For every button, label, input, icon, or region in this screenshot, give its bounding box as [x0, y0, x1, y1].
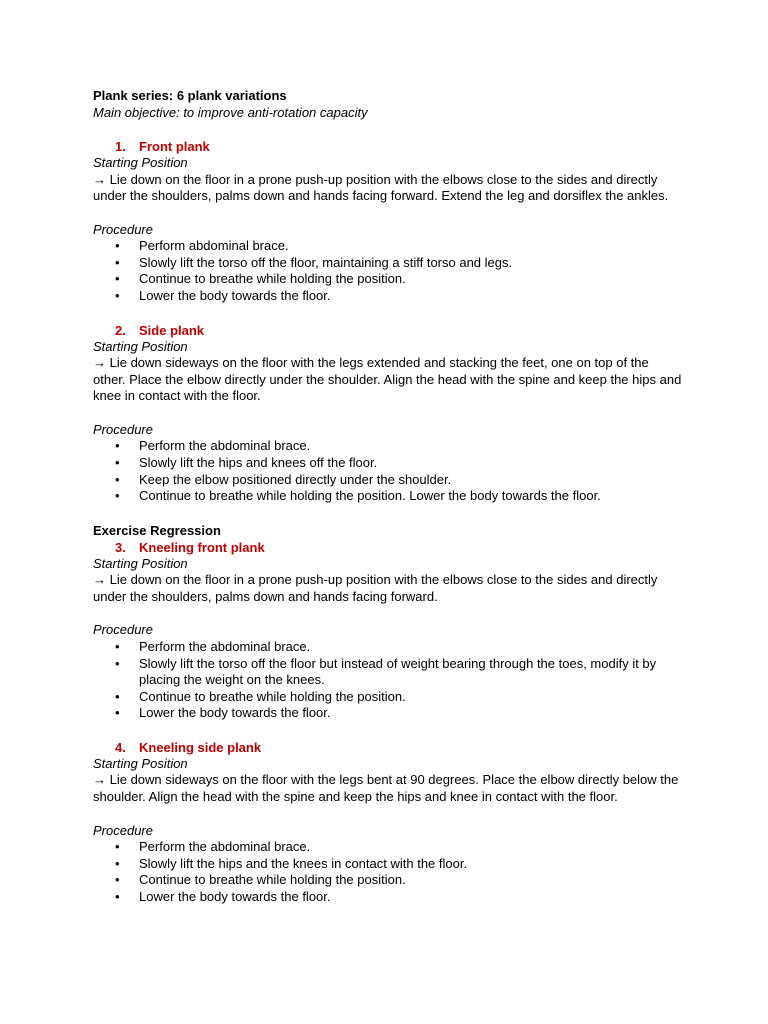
- step-text: Perform the abdominal brace.: [139, 438, 311, 454]
- list-item: [93, 255, 683, 272]
- starting-position-label: Starting Position: [93, 755, 188, 771]
- list-item: [93, 238, 683, 255]
- procedure-list: [93, 839, 683, 905]
- list-item: [93, 872, 683, 889]
- step-text: Continue to breathe while holding the position.: [139, 688, 406, 704]
- list-item: [93, 288, 683, 305]
- bullet-icon: •: [115, 471, 120, 487]
- bullet-icon: •: [115, 271, 120, 287]
- starting-position-text: → Lie down sideways on the floor with the legs bent at 90 degrees. Place the elbow directly below the shoulder. Align the head with the spine and keep the hips and knee in contact with the floor.: [93, 772, 679, 804]
- spacer: [93, 405, 683, 422]
- section-kneeling-front-plank: [93, 539, 683, 722]
- section-heading: [93, 138, 683, 155]
- step-text: Slowly lift the hips and knees off the floor.: [139, 454, 378, 470]
- section-kneeling-side-plank: [93, 739, 683, 906]
- bullet-icon: •: [115, 287, 120, 303]
- step-text: Continue to breathe while holding the position. Lower the body towards the floor.: [139, 488, 601, 504]
- procedure-label: Procedure: [93, 421, 153, 437]
- list-item: [93, 856, 683, 873]
- section-number: 2.: [115, 322, 126, 338]
- list-item: [93, 639, 683, 656]
- section-name: Kneeling side plank: [139, 739, 262, 755]
- section-side-plank: [93, 322, 683, 505]
- list-item: [93, 839, 683, 856]
- list-item: [93, 889, 683, 906]
- list-item: [93, 705, 683, 722]
- section-heading: [93, 739, 683, 756]
- starting-position-label: Starting Position: [93, 555, 188, 571]
- starting-position-text: → Lie down on the floor in a prone push-up position with the elbows close to the sides and directly under the shoulders, palms down and hands facing forward. Extend the leg and dorsiflex the ankles.: [93, 171, 669, 204]
- list-item: [93, 656, 683, 689]
- step-text: Slowly lift the torso off the floor, maintaining a stiff torso and legs.: [139, 254, 513, 270]
- bullet-icon: •: [115, 705, 120, 721]
- procedure-list: [93, 238, 683, 304]
- list-item: [93, 438, 683, 455]
- bullet-icon: •: [115, 454, 120, 470]
- procedure-label: Procedure: [93, 622, 153, 638]
- starting-position-text: → Lie down on the floor in a prone push-up position with the elbows close to the sides and directly under the shoulders, palms down and hands facing forward.: [93, 572, 658, 604]
- bullet-icon: •: [115, 655, 120, 671]
- step-text: Lower the body towards the floor.: [139, 888, 331, 904]
- list-item: [93, 488, 683, 505]
- spacer: [93, 722, 683, 739]
- section-number: 4.: [115, 739, 126, 755]
- spacer: [93, 505, 683, 522]
- spacer: [93, 305, 683, 322]
- bullet-icon: •: [115, 238, 120, 254]
- document-title: Plank series: 6 plank variations: [93, 88, 287, 103]
- main-objective: Main objective: to improve anti-rotation capacity: [93, 105, 368, 120]
- bullet-icon: •: [115, 839, 120, 855]
- bullet-icon: •: [115, 888, 120, 904]
- section-name: Kneeling front plank: [139, 539, 265, 555]
- bullet-icon: •: [115, 872, 120, 888]
- step-text: Slowly lift the hips and the knees in contact with the floor.: [139, 855, 468, 871]
- section-front-plank: [93, 138, 683, 305]
- step-text: Slowly lift the torso off the floor but instead of weight bearing through the toes, modify it by placing the weight on the knees.: [139, 655, 657, 688]
- step-text: Keep the elbow positioned directly under the shoulder.: [139, 471, 452, 487]
- procedure-list: [93, 639, 683, 722]
- section-heading: [93, 322, 683, 339]
- spacer: [93, 806, 683, 823]
- bullet-icon: •: [115, 254, 120, 270]
- spacer: [93, 121, 683, 138]
- starting-position-label: Starting Position: [93, 338, 188, 354]
- exercise-regression-heading: Exercise Regression: [93, 522, 221, 538]
- bullet-icon: •: [115, 438, 120, 454]
- spacer: [93, 205, 683, 222]
- section-name: Side plank: [139, 322, 205, 338]
- procedure-label: Procedure: [93, 221, 153, 237]
- bullet-icon: •: [115, 638, 120, 654]
- starting-position-text: → Lie down sideways on the floor with the legs extended and stacking the feet, one on top of the other. Place the elbow directly under the shoulder. Align the head with the spine and keep the hips and knee in contact with the floor.: [93, 355, 682, 404]
- step-text: Perform the abdominal brace.: [139, 839, 311, 855]
- step-text: Continue to breathe while holding the position.: [139, 271, 406, 287]
- list-item: [93, 271, 683, 288]
- section-name: Front plank: [139, 139, 210, 154]
- starting-position-label: Starting Position: [93, 155, 188, 170]
- step-text: Perform the abdominal brace.: [139, 638, 311, 654]
- procedure-list: [93, 438, 683, 504]
- step-text: Lower the body towards the floor.: [139, 705, 331, 721]
- list-item: [93, 689, 683, 706]
- spacer: [93, 605, 683, 622]
- bullet-icon: •: [115, 688, 120, 704]
- list-item: [93, 472, 683, 489]
- procedure-label: Procedure: [93, 822, 153, 838]
- step-text: Lower the body towards the floor.: [139, 287, 331, 303]
- step-text: Continue to breathe while holding the position.: [139, 872, 406, 888]
- section-number: 1.: [115, 139, 126, 154]
- list-item: [93, 455, 683, 472]
- bullet-icon: •: [115, 855, 120, 871]
- section-heading: [93, 539, 683, 556]
- step-text: Perform abdominal brace.: [139, 238, 289, 254]
- section-number: 3.: [115, 539, 126, 555]
- bullet-icon: •: [115, 488, 120, 504]
- document-page: [93, 87, 683, 905]
